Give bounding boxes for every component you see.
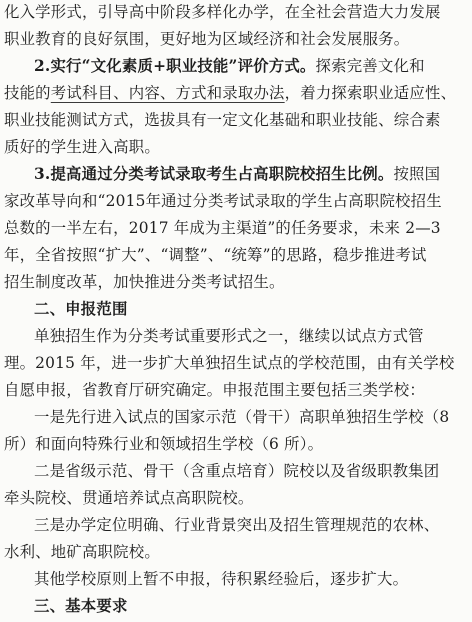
text-line-6: 质好的学生进入高职。 (4, 138, 160, 156)
text-line-9: 总数的一半左右，2017 年成为主渠道”的任务要求，未来 2—3 (4, 219, 441, 237)
text-line-1: 化入学形式，引导高中阶段多样化办学，在全社会营造大力发展 (4, 3, 441, 21)
text-line-10: 年，全省按照“扩大”、“调整”、“统筹”的思路，稳步推进考试 (4, 246, 427, 264)
text-line-3-tail: 探索完善文化和 (315, 57, 425, 75)
text-line-13: 单独招生作为分类考试重要形式之一，继续以试点方式管 (34, 327, 424, 345)
text-line-18: 二是省级示范、骨干（含重点培育）院校以及省级职教集团 (34, 462, 440, 480)
text-line-7-tail: 按照国 (393, 165, 441, 183)
text-line-4-head: 技能的 (4, 84, 51, 102)
text-line-21: 水利、地矿高职院校。 (4, 543, 160, 561)
text-line-17: 所）和面向特殊行业和领域招生学校（6 所）。 (4, 435, 324, 453)
text-line-20: 三是办学定位明确、行业背景突出及招生管理规范的农林、 (34, 516, 440, 534)
underlined-phrase: 考试科目、内容、方式和录取办法 (50, 84, 285, 102)
text-line-15: 自愿申报，省教育厅研究确定。申报范围主要包括三类学校： (4, 381, 425, 399)
section-heading-scope: 二、申报范围 (34, 300, 128, 318)
text-line-11: 招生制度改革，加快推进分类考试招生。 (4, 273, 285, 291)
subheading-evaluation: 2.实行“文化素质+职业技能”评价方式。 (34, 57, 316, 75)
text-line-19: 牵头院校、贯通培养试点高职院校。 (4, 489, 254, 507)
subheading-enrollment-ratio: 3.提高通过分类考试录取考生占高职院校招生比例。 (34, 165, 394, 183)
text-line-2: 职业教育的良好氛围，更好地为区域经济和社会发展服务。 (4, 30, 410, 48)
text-line-8: 家改革导向和“2015年通过分类考试录取的学生占高职院校招生 (4, 192, 442, 210)
text-line-5: 职业技能测试方式，选拔具有一定文化基础和职业技能、综合素 (4, 111, 441, 129)
text-line-16: 一是先行进入试点的国家示范（骨干）高职单独招生学校（8 (34, 408, 450, 426)
text-line-14: 理。2015 年，进一步扩大单独招生试点的学校范围，由有关学校 (4, 354, 455, 372)
section-heading-requirements: 三、基本要求 (34, 597, 128, 615)
text-line-22: 其他学校原则上暂不申报，待积累经验后，逐步扩大。 (34, 570, 409, 588)
text-line-4-tail: ，着力探索职业适应性、 (284, 84, 457, 102)
